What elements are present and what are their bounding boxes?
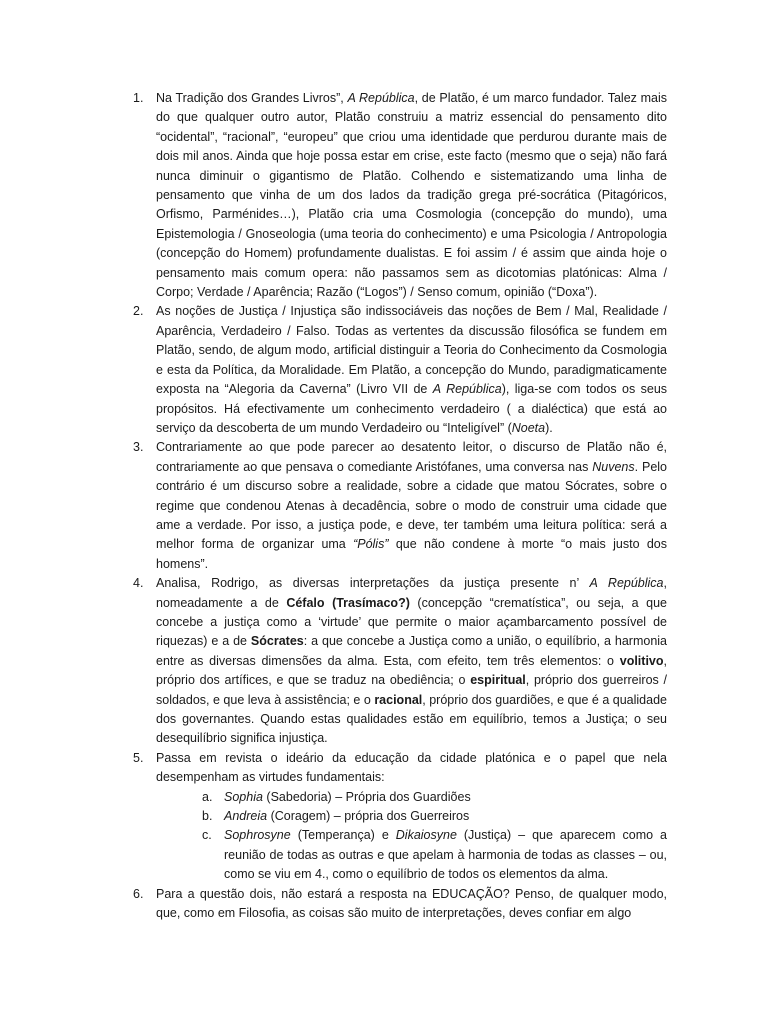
sub-list: [156, 788, 667, 885]
list-item: [120, 574, 667, 749]
italic-text: Nuvens: [592, 459, 635, 474]
text-segment: (Coragem) – própria dos Guerreiros: [267, 809, 470, 824]
sub-item-text: [224, 828, 667, 881]
text-segment: Na Tradição dos Grandes Livros”,: [156, 91, 348, 105]
text-segment: , próprio dos artífices, e que se traduz na obediência; o: [156, 653, 667, 688]
text-segment: : a que concebe a Justiça como a união, o equilíbrio, a harmonia entre as diversas dimensões da alma. Esta, com efeito, tem três elementos: o: [156, 634, 667, 668]
item-number: 3.: [133, 440, 144, 455]
italic-text: “Pólis”: [353, 537, 389, 552]
text-segment: (Temperança) e: [290, 828, 396, 843]
item-number: 2.: [133, 304, 144, 319]
sub-item-letter: c.: [202, 828, 212, 843]
text-segment: . Pelo contrário é um discurso sobre a realidade, sobre a cidade que matou Sócrates, sobre o regime que condenou Atenas à decadência, sobre o modo de construir uma cidade que ame a verdade. Por isso, a justiça pode, e deve, ter também uma leitura política: será a melhor forma de organizar uma: [156, 459, 668, 552]
item-text: [156, 751, 667, 784]
text-segment: ), liga-se com todos os seus propósitos. Há efectivamente um conhecimento verdadeiro ( a dialéctica) que está ao serviço da descoberta de um mundo Verdadeiro ou “Inteligível” (: [156, 382, 668, 435]
bold-text: racional: [374, 692, 423, 707]
italic-text: A República: [432, 382, 502, 397]
bold-text: espiritual: [470, 673, 526, 688]
text-segment: Contrariamente ao que pode parecer ao desatento leitor, o discurso de Platão não é, contrariamente ao que pensava o comediante Aristófanes, uma conversa nas: [156, 440, 667, 474]
bold-text: Sócrates: [250, 634, 304, 649]
text-segment: (concepção “crematística”, ou seja, a que concebe a justiça como a ‘virtude’ que permite o maior açambarcamento possível de riquezas) e a de: [156, 595, 667, 649]
item-text: [156, 304, 667, 434]
text-segment: Analisa, Rodrigo, as diversas interpretações da justiça presente n’: [156, 576, 590, 591]
text-segment: , próprio dos guardiões, e que é a qualidade dos governantes. Quando estas qualidades estão em equilíbrio, temos a Justiça; o seu desequilíbrio significa injustiça.: [156, 692, 667, 746]
item-text: [156, 440, 667, 570]
item-text: [156, 576, 667, 745]
item-text: [156, 91, 667, 299]
list-item: [120, 749, 667, 885]
list-item: [120, 438, 667, 574]
italic-text: Andreia: [224, 809, 268, 824]
bold-text: volitivo: [619, 653, 664, 668]
list-item: [120, 885, 667, 924]
text-segment: Passa em revista o ideário da educação da cidade platónica e o papel que nela desempenham as virtudes fundamentais:: [156, 750, 667, 785]
item-number: 1.: [133, 91, 144, 105]
sub-item-letter: a.: [202, 789, 213, 804]
item-number: 6.: [133, 886, 144, 901]
sub-item-text: [224, 809, 469, 823]
list-item: [120, 302, 667, 438]
sub-item-letter: b.: [202, 809, 213, 824]
italic-text: A República: [347, 91, 415, 105]
text-segment: (Sabedoria) – Própria dos Guardiões: [262, 789, 471, 804]
text-segment: , próprio dos guerreiros / soldados, e que leva à assistência; e o: [156, 673, 667, 707]
item-text: [156, 887, 667, 920]
numbered-list: [120, 89, 667, 923]
sub-list-item: [202, 807, 667, 826]
text-segment: , nomeadamente a de: [156, 576, 667, 610]
italic-text: Noeta: [511, 420, 546, 435]
sub-list-item: [202, 788, 667, 807]
sub-list-item: [202, 826, 667, 884]
text-segment: , de Platão, é um marco fundador. Talez mais do que qualquer outro autor, Platão construiu a matriz essencial do pensamento dito “ocidental”, “racional”, “europeu” que criou uma identidade que perdurou durante mais de dois mil anos. Ainda que hoje possa estar em crise, este facto (mesmo que o seja) não fará nunca diminuir o gigantismo de Platão. Colhendo e sistematizando uma linha de pensamento que vinha de um dos lados da tradição grega pré-socrática (Pitagóricos, Orfismo, Parménides…), Platão cria uma Cosmologia (concepção do mundo), uma Epistemologia / Gnoseologia (uma teoria do conhecimento) e uma Psicologia / Antropologia (concepção do Homem) profundamente dualistas. E foi assim / é assim que ainda hoje o pensamento mais comum opera: não passamos sem as dicotomias platónicas: Alma / Corpo; Verdade / Aparência; Razão (“Logos”) / Senso comum, opinião (“Doxa”).: [156, 91, 667, 300]
text-segment: que não condene à morte “o mais justo dos homens”.: [156, 537, 667, 571]
text-segment: As noções de Justiça / Injustiça são indissociáveis das noções de Bem / Mal, Realidade / Aparência, Verdadeiro / Falso. Todas as vertentes da discussão filosófica se fundem em Platão, sendo, de algum modo, artificial distinguir a Teoria do Conhecimento da Cosmologia e esta da Política, da Moralidade. Em Platão, a concepção do Mundo, paradigmaticamente exposta na “Alegoria da Caverna” (Livro VII de: [156, 304, 667, 397]
text-segment: (Justiça) – que aparecem como a reunião de todas as outras e que apelam à harmonia de todas as classes – ou, como se viu em 4., como o equilíbrio de todos os elementos da alma.: [224, 828, 667, 882]
italic-text: Sophia: [224, 789, 263, 804]
italic-text: A República: [589, 576, 664, 591]
text-segment: ).: [545, 420, 553, 435]
sub-item-text: [224, 790, 471, 804]
text-segment: Para a questão dois, não estará a resposta na EDUCAÇÃO? Penso, de qualquer modo, que, como em Filosofia, as coisas são muito de interpretações, deves confiar em algo: [156, 886, 667, 921]
bold-text: Céfalo (Trasímaco?): [286, 595, 410, 610]
item-number: 4.: [133, 576, 144, 591]
item-number: 5.: [133, 750, 144, 765]
italic-text: Dikaiosyne: [395, 828, 457, 843]
list-item: [120, 89, 667, 302]
italic-text: Sophrosyne: [224, 828, 291, 843]
